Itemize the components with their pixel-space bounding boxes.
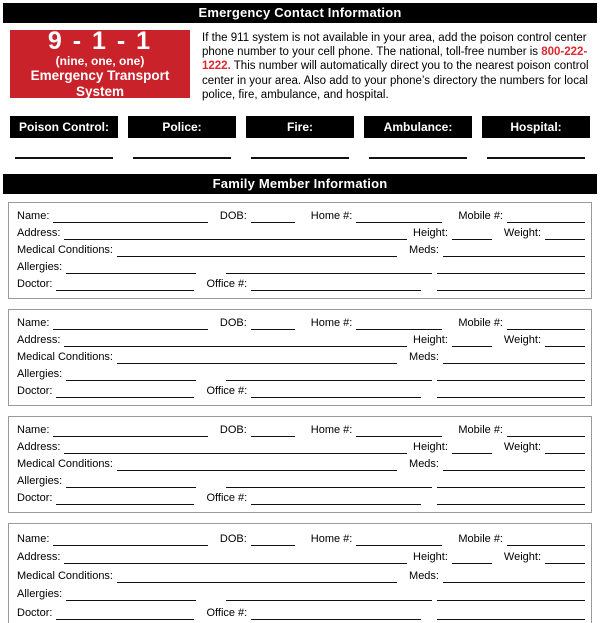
meds-field[interactable] xyxy=(443,570,585,583)
home-phone-field[interactable] xyxy=(356,533,442,546)
name-field[interactable] xyxy=(53,317,207,330)
address-row xyxy=(17,334,585,347)
family-member-title: Family Member Information xyxy=(212,176,388,192)
doctor-label: Doctor: xyxy=(17,385,53,398)
name-field[interactable] xyxy=(53,424,207,437)
poison-control-label: Poison Control: xyxy=(10,116,118,138)
nine-one-one-number: 9 - 1 - 1 xyxy=(47,27,153,55)
allergies-extra-field[interactable] xyxy=(226,261,432,274)
poison-control-field[interactable] xyxy=(15,138,112,159)
height-field[interactable] xyxy=(452,551,492,564)
dob-field[interactable] xyxy=(251,424,295,437)
family-member-block xyxy=(8,523,592,623)
meds-extra-field-1[interactable] xyxy=(437,588,585,601)
meds-extra-field-1[interactable] xyxy=(437,475,585,488)
emergency-contacts-row xyxy=(10,116,590,159)
address-row xyxy=(17,551,585,564)
ambulance-column xyxy=(364,116,472,159)
medical-conditions-label: Medical Conditions: xyxy=(17,458,113,471)
weight-field[interactable] xyxy=(545,551,585,564)
fire-column xyxy=(246,116,354,159)
name-field[interactable] xyxy=(53,533,207,546)
family-member-block xyxy=(8,309,592,406)
name-label: Name: xyxy=(17,532,50,545)
doctor-label: Doctor: xyxy=(17,606,53,619)
meds-label: Meds: xyxy=(409,458,439,471)
meds-extra-field-1[interactable] xyxy=(437,368,585,381)
weight-field[interactable] xyxy=(545,227,585,240)
address-row xyxy=(17,441,585,454)
name-label: Name: xyxy=(17,317,50,330)
medical-conditions-row xyxy=(17,570,585,583)
allergies-row xyxy=(17,368,585,381)
hospital-label: Hospital: xyxy=(482,116,590,138)
allergies-extra-field[interactable] xyxy=(226,475,432,488)
office-phone-label: Office #: xyxy=(206,606,248,619)
name-label: Name: xyxy=(17,424,50,437)
weight-label: Weight: xyxy=(503,551,541,564)
dob-field[interactable] xyxy=(251,533,295,546)
address-field[interactable] xyxy=(64,551,407,564)
office-phone-field[interactable] xyxy=(251,607,421,620)
poison-control-paragraph xyxy=(190,30,590,102)
allergies-field[interactable] xyxy=(66,261,196,274)
doctor-row xyxy=(17,385,585,398)
weight-field[interactable] xyxy=(545,441,585,454)
poison-control-column xyxy=(10,116,118,159)
office-phone-field[interactable] xyxy=(251,278,421,291)
dob-label: DOB: xyxy=(219,210,247,223)
doctor-field[interactable] xyxy=(56,385,194,398)
doctor-row xyxy=(17,607,585,620)
poison-control-phone-number: 800-222-1222. xyxy=(202,46,588,73)
dob-label: DOB: xyxy=(219,424,247,437)
paragraph-text-before: If the 911 system is not available in your area, add the poison control center phone number to your cell phone. The national, toll-free number is xyxy=(202,32,587,59)
family-member-block xyxy=(8,416,592,513)
address-label: Address: xyxy=(17,334,61,347)
mobile-phone-label: Mobile #: xyxy=(458,424,503,437)
info-section xyxy=(10,27,590,102)
name-row xyxy=(17,424,585,437)
height-label: Height: xyxy=(413,551,448,564)
dob-label: DOB: xyxy=(219,317,247,330)
police-column xyxy=(128,116,236,159)
office-phone-field[interactable] xyxy=(251,385,421,398)
address-label: Address: xyxy=(17,227,61,240)
address-row xyxy=(17,227,585,240)
doctor-field[interactable] xyxy=(56,492,194,505)
meds-extra-field-1[interactable] xyxy=(437,261,585,274)
medical-conditions-label: Medical Conditions: xyxy=(17,244,113,257)
allergies-row xyxy=(17,261,585,274)
name-label: Name: xyxy=(17,210,50,223)
office-phone-field[interactable] xyxy=(251,492,421,505)
dob-label: DOB: xyxy=(219,532,247,545)
meds-field[interactable] xyxy=(443,244,585,257)
police-field[interactable] xyxy=(133,138,230,159)
doctor-row xyxy=(17,492,585,505)
home-phone-label: Home #: xyxy=(310,317,353,330)
mobile-phone-label: Mobile #: xyxy=(458,210,503,223)
mobile-phone-label: Mobile #: xyxy=(458,532,503,545)
home-phone-field[interactable] xyxy=(356,210,442,223)
address-field[interactable] xyxy=(64,441,407,454)
police-label: Police: xyxy=(128,116,236,138)
doctor-label: Doctor: xyxy=(17,278,53,291)
mobile-phone-field[interactable] xyxy=(507,317,585,330)
home-phone-label: Home #: xyxy=(310,424,353,437)
meds-label: Meds: xyxy=(409,569,439,582)
office-phone-label: Office #: xyxy=(206,492,248,505)
meds-extra-field-2[interactable] xyxy=(437,492,585,505)
height-field[interactable] xyxy=(452,227,492,240)
doctor-field[interactable] xyxy=(56,278,194,291)
medical-conditions-label: Medical Conditions: xyxy=(17,569,113,582)
meds-label: Meds: xyxy=(409,244,439,257)
hospital-column xyxy=(482,116,590,159)
meds-extra-field-2[interactable] xyxy=(437,607,585,620)
allergies-label: Allergies: xyxy=(17,588,63,601)
allergies-row xyxy=(17,588,585,601)
ambulance-field[interactable] xyxy=(369,138,466,159)
home-phone-field[interactable] xyxy=(356,317,442,330)
nine-one-one-words: (nine, one, one) xyxy=(55,54,145,68)
height-label: Height: xyxy=(413,441,448,454)
family-member-block xyxy=(8,202,592,299)
medical-conditions-field[interactable] xyxy=(117,570,397,583)
nine-one-one-box xyxy=(10,27,190,99)
meds-field[interactable] xyxy=(443,351,585,364)
address-label: Address: xyxy=(17,551,61,564)
meds-extra-field-2[interactable] xyxy=(437,278,585,291)
height-field[interactable] xyxy=(452,441,492,454)
medical-conditions-label: Medical Conditions: xyxy=(17,351,113,364)
allergies-row xyxy=(17,475,585,488)
mobile-phone-field[interactable] xyxy=(507,210,585,223)
weight-label: Weight: xyxy=(503,334,541,347)
allergies-extra-field[interactable] xyxy=(226,588,432,601)
address-field[interactable] xyxy=(64,227,407,240)
home-phone-label: Home #: xyxy=(310,532,353,545)
emergency-contact-title: Emergency Contact Information xyxy=(198,5,402,20)
allergies-label: Allergies: xyxy=(17,475,63,488)
office-phone-label: Office #: xyxy=(206,385,248,398)
allergies-field[interactable] xyxy=(66,588,196,601)
allergies-field[interactable] xyxy=(66,368,196,381)
medical-conditions-row xyxy=(17,458,585,471)
family-member-blocks xyxy=(8,202,592,623)
ambulance-label: Ambulance: xyxy=(364,116,472,138)
hospital-field[interactable] xyxy=(487,138,584,159)
name-field[interactable] xyxy=(53,210,207,223)
allergies-label: Allergies: xyxy=(17,368,63,381)
name-row xyxy=(17,317,585,330)
emergency-transport-label: Emergency Transport System xyxy=(30,68,170,99)
meds-field[interactable] xyxy=(443,458,585,471)
office-phone-label: Office #: xyxy=(206,278,248,291)
medical-conditions-row xyxy=(17,351,585,364)
weight-field[interactable] xyxy=(545,334,585,347)
name-row xyxy=(17,210,585,223)
home-phone-label: Home #: xyxy=(310,210,353,223)
doctor-row xyxy=(17,278,585,291)
address-field[interactable] xyxy=(64,334,407,347)
allergies-extra-field[interactable] xyxy=(226,368,432,381)
allergies-field[interactable] xyxy=(66,475,196,488)
height-label: Height: xyxy=(413,334,448,347)
height-field[interactable] xyxy=(452,334,492,347)
home-phone-field[interactable] xyxy=(356,424,442,437)
allergies-label: Allergies: xyxy=(17,261,63,274)
meds-extra-field-2[interactable] xyxy=(437,385,585,398)
mobile-phone-label: Mobile #: xyxy=(458,317,503,330)
height-label: Height: xyxy=(413,227,448,240)
family-member-header-bar xyxy=(3,174,597,194)
name-row xyxy=(17,533,585,546)
mobile-phone-field[interactable] xyxy=(507,533,585,546)
meds-label: Meds: xyxy=(409,351,439,364)
mobile-phone-field[interactable] xyxy=(507,424,585,437)
medical-conditions-row xyxy=(17,244,585,257)
emergency-contact-header-bar xyxy=(3,3,597,23)
dob-field[interactable] xyxy=(251,210,295,223)
medical-conditions-field[interactable] xyxy=(117,244,397,257)
medical-conditions-field[interactable] xyxy=(117,351,397,364)
paragraph-text-after: This number will automatically direct you to the nearest poison control center in your area. Also add to your phone’s directory the numbers for local police, fire, ambulance, and hospital. xyxy=(202,60,589,101)
fire-field[interactable] xyxy=(251,138,348,159)
weight-label: Weight: xyxy=(503,227,541,240)
weight-label: Weight: xyxy=(503,441,541,454)
medical-conditions-field[interactable] xyxy=(117,458,397,471)
doctor-label: Doctor: xyxy=(17,492,53,505)
doctor-field[interactable] xyxy=(56,607,194,620)
fire-label: Fire: xyxy=(246,116,354,138)
dob-field[interactable] xyxy=(251,317,295,330)
address-label: Address: xyxy=(17,441,61,454)
